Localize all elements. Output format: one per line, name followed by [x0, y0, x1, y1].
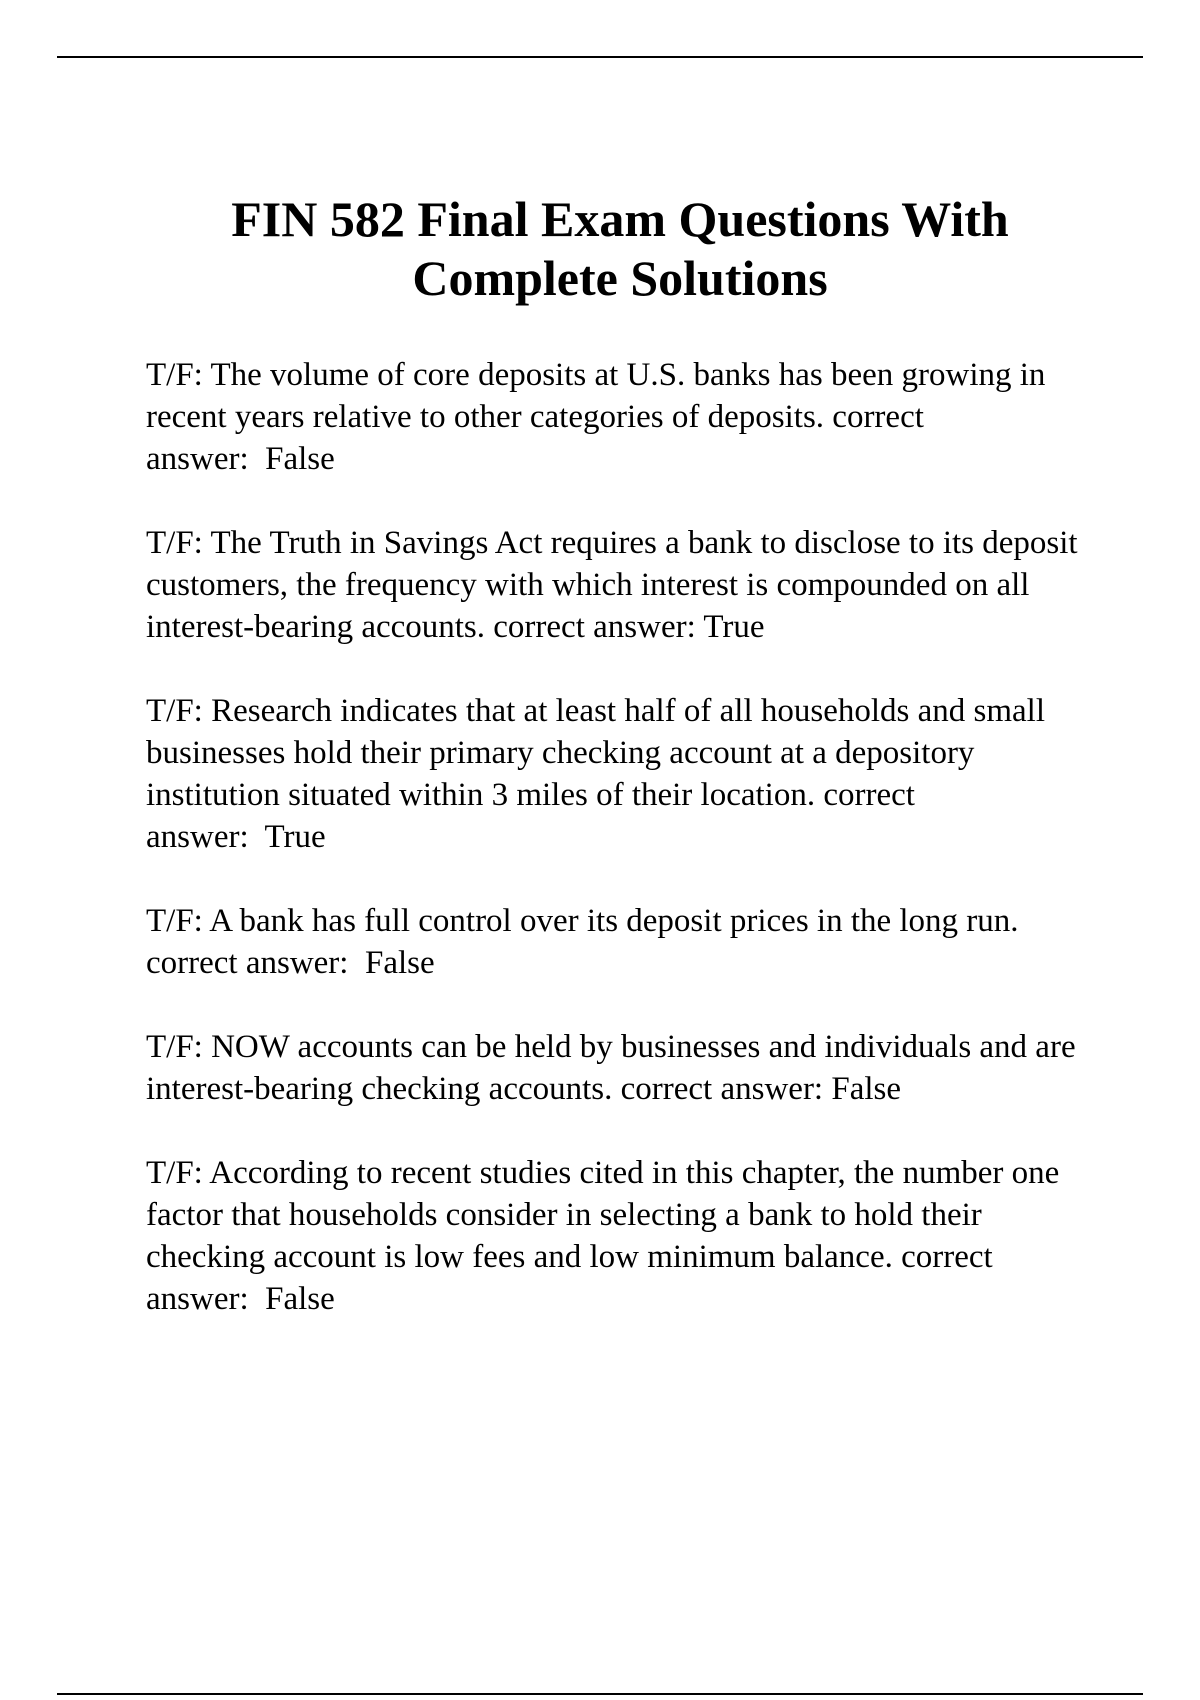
- question-item: [146, 354, 1086, 480]
- question-text: T/F: The volume of core deposits at U.S. banks has been growing in recent years relative to other categories of deposits.: [146, 357, 1054, 435]
- answer-label: correct answer:: [146, 1239, 1001, 1317]
- answer-label: correct answer:: [146, 777, 924, 855]
- question-text: T/F: Research indicates that at least half of all households and small businesses hold their primary checking account at a depository institution situated within 3 miles of their location.: [146, 693, 1054, 813]
- question-item: [146, 1152, 1086, 1320]
- answer-value: False: [265, 1281, 335, 1317]
- question-text: T/F: NOW accounts can be held by businesses and individuals and are interest-bearing checking accounts.: [146, 1029, 1084, 1107]
- question-item: [146, 522, 1086, 648]
- answer-value: True: [703, 609, 765, 645]
- question-list: [146, 354, 1086, 1362]
- answer-value: False: [265, 441, 335, 477]
- answer-label: correct answer:: [146, 945, 349, 981]
- title-line-1: FIN 582 Final Exam Questions With: [231, 191, 1009, 247]
- question-text: T/F: According to recent studies cited in this chapter, the number one factor that households consider in selecting a bank to hold their checking account is low fees and low minimum balance.: [146, 1155, 1068, 1275]
- answer-value: False: [364, 945, 435, 981]
- question-text: T/F: The Truth in Savings Act requires a bank to disclose to its deposit customers, the frequency with which interest is compounded on all interest-bearing accounts.: [146, 525, 1086, 645]
- question-text: T/F: A bank has full control over its deposit prices in the long run.: [146, 903, 1019, 939]
- top-rule: [57, 56, 1143, 58]
- title-line-2: Complete Solutions: [412, 250, 828, 306]
- answer-label: correct answer:: [493, 609, 696, 645]
- answer-label: correct answer:: [620, 1071, 824, 1107]
- question-item: [146, 1026, 1086, 1110]
- question-item: [146, 690, 1086, 858]
- document-title: [150, 190, 1090, 308]
- answer-value: False: [831, 1071, 902, 1107]
- bottom-rule: [57, 1693, 1143, 1695]
- question-item: [146, 900, 1086, 984]
- answer-value: True: [264, 819, 326, 855]
- answer-label: correct answer:: [146, 399, 933, 477]
